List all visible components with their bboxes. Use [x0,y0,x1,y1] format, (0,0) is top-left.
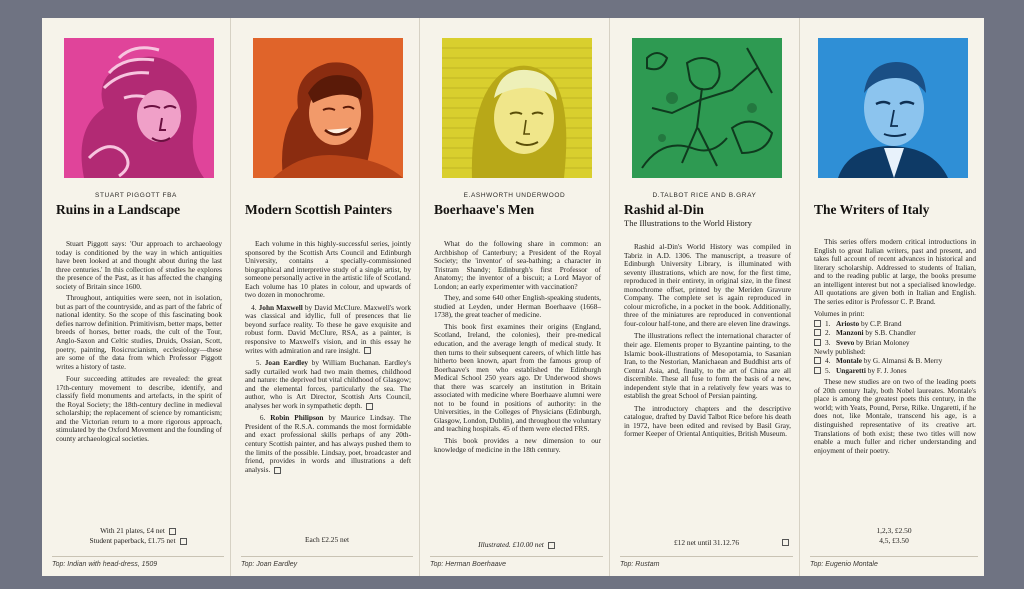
book-title: Rashid al-Din [624,202,704,217]
book-title: Modern Scottish Painters [245,202,392,217]
price-line: Each £2.25 net [304,535,350,544]
panel-writers-of-italy [799,18,984,576]
price-line: Illustrated. £10.00 net [434,540,599,549]
order-checkbox[interactable] [274,467,281,474]
description [56,240,222,447]
paragraph: The introductory chapters and the descriptive catalogue, drafted by David Talbot Rice before his death in 1972, have been edited and revised by Basil Gray, former Keeper of Oriental Antiquities, British Museum. [624,403,791,439]
paragraph: They, and some 640 other English-speaking students, studied at Leyden, under Herman Boerhaave (1668–1738), the great teacher of medicine. [434,293,601,320]
indian-head-dress-image [64,38,214,178]
order-checkbox[interactable] [814,339,821,346]
price-line: 1,2,3, £2.50 [876,526,912,535]
volume-entry: 4. Montale by G. Almansi & B. Merry [814,356,976,365]
book-subtitle: The Illustrations to the World History [624,218,752,228]
order-checkbox[interactable] [814,329,821,336]
volumes-heading: Volumes in print: [814,309,865,319]
volume-entry: 3. Svevo by Brian Moloney [814,338,976,347]
author-byline: E.ASHWORTH UNDERWOOD [463,192,566,199]
order-checkbox[interactable] [782,539,789,546]
joan-eardley-portrait [253,38,403,178]
panel-ruins-in-a-landscape [42,18,230,576]
herman-boerhaave-portrait [442,38,592,178]
volume-entry: 5. Joan Eardley by William Buchanan. Eardley's sadly curtailed work had two main themes, childhood and nature: the deprived but vital childhood of Glasgow; and the elemental forces, particularly the sea. The author, who is Art Director, Scottish Arts Council, analyses her work in sympathetic depth. [245,358,412,410]
order-checkbox[interactable] [814,357,821,364]
brochure-sheet [42,18,984,576]
paragraph: Stuart Piggott says: 'Our approach to archaeology today is conditioned by the way in which antiquities have been looked at and thought about during the last three centuries.' In this collection of studies he explores the presence of the Past, as it has affected the changing society of Britain since 1600. [56,239,222,291]
image-caption: Top: Joan Eardley [241,556,413,568]
price-line: Student paperback, £1.75 net [56,536,220,545]
image-caption: Top: Herman Boerhaave [430,556,603,568]
image-caption: Top: Eugenio Montale [810,556,978,568]
volumes-list [814,309,976,375]
panel-rashid-al-din [609,18,799,576]
paragraph: Throughout, antiquities were seen, not in isolation, but as part of the countryside, and as part of the fabric of national identity. So the scope of this fascinating book defies narrow definition. Primitivism, better maps, better breeds of horses, better roads, the cult of the Tour, Anglo-Saxon and Celtic studies, Druids, Ossian, Scott, poetry, painting, Rosicrucianism, ecclesiology—these are some of the data from which Professor Piggott writes a history of taste. [56,293,222,371]
paragraph: The illustrations reflect the international character of their age. Elements proper to Byzantine painting, to the Islamic book-illustrations of Mesopotamia, to Sasanian Iran, to the Nestorian, Manichaean and Buddhist arts of Central Asia, and, finally, to the art of China are all discernible. These all fuse to form the basis of a new, independent style that in a relatively few years was to establish the great School of Persian painting. [624,331,791,401]
paragraph: This book provides a new dimension to our knowledge of medicine in the 18th century. [434,436,601,454]
description [814,238,976,458]
new-heading: Newly published: [814,347,866,356]
price-line: £12 net until 31.12.76 [673,538,740,547]
volume-entry: 4. John Maxwell by David McClure. Maxwell's work was classical and idyllic, full of presences that lie beyond surface reality. To these he gave exquisite and robust form. David McClure, RSA, as a painter, is responsive to Maxwell's vision, and in this essay he writes with admiration and rare insight. [245,302,412,355]
panel-modern-scottish-painters [230,18,419,576]
paragraph: Rashid al-Din's World History was compiled in Tabriz in A.D. 1306. The manuscript, a treasure of Edinburgh University Library, is illuminated with seventy illustrations, which are now, for the first time, reproduced in their entirety, in original size, in the finest monochrome offset, printed by the Meriden Gravure Company. The complete set is again reproduced in colour microfiche, in a pocket in the book. Additionally, three of the miniatures are reproduced in conventional four-colour half-tone, and there are eleven line drawings. [624,242,791,328]
description [434,240,601,457]
book-title: Boerhaave's Men [434,202,535,217]
volume-entry: 6. Robin Philipson by Maurice Lindsay. The President of the R.S.A. commands the most formidable and exact professional skills perhaps of any 20th-century Scottish painter, and has always pushed them to the limits of the possible. Lindsay, poet, broadcaster and friend, provides in words and illustrations a deft analysis. [245,413,411,474]
order-checkbox[interactable] [169,528,176,535]
order-checkbox[interactable] [180,538,187,545]
volume-entry: 1. Ariosto by C.P. Brand [814,319,976,328]
description [624,243,791,442]
paragraph: This series offers modern critical introductions in English to great Italian writers, past and present, and takes full account of recent advances in historical and literary scholarship. Addressed to students of Italian, and to the reading public at large, the books presume an intelligent interest but not a specialised knowledge. All quotations are given both in Italian and English. The series editor is Professor C. P. Brand. [814,237,976,306]
price-line: 4,5, £3.50 [879,536,909,545]
paragraph: This book first examines their origins (England, Scotland, Ireland, the colonies), their pre-medical education, and the average length of medical study. It then turns to their subsequent careers, of which little has hitherto been known, apart from the famous group of Boerhaave's men who established the Edinburgh Medical School 250 years ago. Dr Underwood shows that there was scarcely an institution in Britain associated with medicine where Boerhaave alumni were not to be found in positions of authority: in the Universities, in the Colleges of Physicians (Edinburgh, Glasgow, London, Dublin), and throughout the voluntary and teaching hospitals. 45 of them were elected FRS. [434,321,601,434]
order-checkbox[interactable] [814,367,821,374]
panel-boerhaaves-men [419,18,609,576]
book-title: Ruins in a Landscape [56,202,181,217]
book-title: The Writers of Italy [814,202,930,217]
order-checkbox[interactable] [548,542,555,549]
paragraph: These new studies are on two of the leading poets of 20th century Italy, both Nobel laureates. Montale's place is among the greatest poets this century, in the world; with Yeats, Pound, Perse, Rilke. Ungaretti, if he does not, like Montale, transcend his age, is a distinguished representative of its creative art. Translations of both exist; these two titles will now enable a much fuller and richer understanding and enjoyment of their poetry. [814,377,976,455]
paragraph: Four succeeding attitudes are revealed: the great 17th-century movement to describe, identify, and classify field monuments and artefacts, in the spirit of the Royal Society; the 18th-century decline in medieval scholarship; the replacement of science by romanticism; and the Victorian return to a more rigorous approach, stimulated by the Oxford Movement and the founding of county archaeological societies. [56,374,222,444]
order-checkbox[interactable] [366,403,373,410]
volume-entry: 2. Manzoni by S.B. Chandler [814,328,976,337]
price-line: With 21 plates, £4 net [56,526,220,535]
order-checkbox[interactable] [814,320,821,327]
paragraph: What do the following share in common: an Archbishop of Canterbury; a President of the Royal Society; the 'inventor' of sea-bathing; a character in Tristram Shandy; Edinburgh's first Professor of Anatomy; the inventor of a biscuit; a Lord Mayor of London; an early experimenter with vaccination? [434,239,601,291]
paragraph: Each volume in this highly-successful series, jointly sponsored by the Scottish Arts Council and Edinburgh University, contains a specially-commissioned biographical and interpretive study of a single artist, by someone personally active in the artistic life of Scotland. Each volume has 10 plates in colour, and upwards of two dozen in monochrome. [245,239,411,300]
order-checkbox[interactable] [364,347,371,354]
author-byline: D.TALBOT RICE AND B.GRAY [652,192,757,199]
image-caption: Top: Indian with head-dress, 1509 [52,556,224,568]
volume-entry: 5. Ungaretti by F. J. Jones [814,366,976,375]
description [245,240,411,477]
author-byline: STUART PIGGOTT FBA [95,192,177,199]
rustam-illustration [632,38,782,178]
eugenio-montale-portrait [818,38,968,178]
image-caption: Top: Rustam [620,556,793,568]
